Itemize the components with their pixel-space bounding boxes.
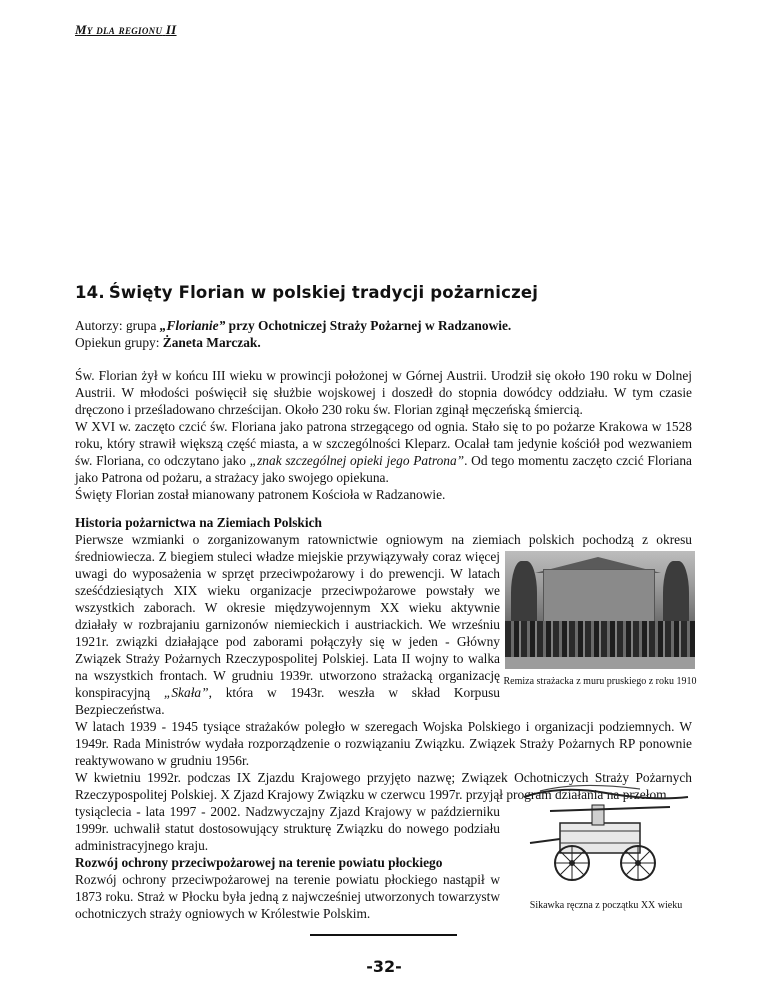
history-wide-text: W latach 1939 - 1945 tysiące strażaków poległo w szeregach Wojska Polskiego i organizacji podziemnych. W 1949r. Rada Ministrów wydała rozporządzenie o rozwiązaniu Związku. Związek Straży Pożarnych RP ponownie reaktywowano w grudniu 1956r. [75,719,692,768]
authors-prefix: Autorzy: grupa [75,318,160,333]
authors-block [75,317,692,351]
intro-paragraph-1: Św. Florian żył w końcu III wieku w prowincji położonej w Górnej Austrii. Urodził się około 190 roku w Dolnej Austrii. W młodości poświęcił się służbie wojskowej i doszedł do stopnia dowódcy oddziału. W tym czasie dręczono i prześladowano chrześcijan. Około 230 roku św. Florian zginął męczeńską śmiercią. [75,368,692,417]
intro-paragraph-2 [75,418,692,486]
history-first-line: Pierwsze wzmianki o zorganizowanym ratownictwie ogniowym na ziemiach polskich pochodzą z okresu [75,532,692,547]
history-narrow-end: , która w 1943r. weszła w skład Korpusu Bezpieczeństwa. [75,685,500,717]
chapter-number: 14. [75,283,105,302]
plock-heading: Rozwój ochrony przeciwpożarowej na terenie powiatu płockiego [75,855,443,870]
history-narrow-body: średniowiecza. Z biegiem stuleci władze miejskie przywiązywały coraz więcej uwagi do wyposażenia w sprzęt przeciwpożarowy i do prewencji. W latach sześćdziesiątych XIX wieku organizacje przeciwpożarowe powstały we wszystkich zaborach. W okresie międzywojennym XX wieku aktywnie działały w rozbrajaniu garnizonów niemieckich i austriackich. We wrześniu 1921r. związki działające pod zaborami połączyły się w jeden - Główny Związek Straży Pożarnych Rzeczypospolitej Polskiej. Lata II wojny to walka na wszystkich frontach. W grudniu 1939r. utworzono strażacką organizację konspiracyjną [75,549,500,700]
history-skala: „Skała” [163,685,209,700]
photo1-caption: Remiza strażacka z muru pruskiego z roku 1910 [503,676,697,687]
authors-suffix: przy Ochotniczej Straży Pożarnej w Radzanowie. [225,318,512,333]
chapter-title [75,283,538,302]
chapter-title-text: Święty Florian w polskiej tradycji pożarniczej [108,283,539,302]
header-rest: y dla regionu [86,22,163,37]
authors-line [75,317,692,334]
history-narrow-text [75,548,500,718]
footer-rule [310,934,457,936]
page-number: -32- [366,957,402,976]
header-initial: M [75,22,87,37]
intro-p2-text: W XVI w. zaczęto czcić św. Floriana jako patrona strzegącego od ognia. Stało się to po pożarze Krakowa w 1528 roku, który strawił większą część miasta, a w szczególności Kleparz. Ocalał tam jedynie kościół pod wezwaniem św. Floriana, co odczytano jako [75,419,692,468]
plock-text: Rozwój ochrony przeciwpożarowej na terenie powiatu płockiego nastąpił w 1873 roku. Straż w Płocku była jedną z najwcześniej utworzonych towarzystw ochotniczych straży ogniowych w Królestwie Polskim. [75,872,500,921]
history-wide-text-2: W kwietniu 1992r. podczas IX Zjazdu Krajowego przyjęto nazwę; Związek Ochotniczych Straży Pożarnych Rzeczypospolitej Polskiej. X Zjazd Krajowy Związku w czerwcu 1997r. przyjął program działania na przełom [75,770,692,802]
photo-ground [505,657,695,669]
history-heading: Historia pożarnictwa na Ziemiach Polskich [75,515,322,530]
photo2-caption: Sikawka ręczna z początku XX wieku [529,900,683,911]
caretaker-name: Żaneta Marczak. [162,335,261,350]
fire-station-photo [505,551,695,669]
authors-group: „Florianie” [159,318,226,333]
intro-p2-quote: „znak szczególnej opieki jego Patrona” [249,453,465,468]
intro-section [75,367,692,503]
running-header [75,22,177,38]
intro-paragraph-3: Święty Florian został mianowany patronem Kościoła w Radzanowie. [75,487,446,502]
header-roman: II [165,22,177,37]
caretaker-label: Opiekun grupy: [75,335,163,350]
caretaker-line [75,334,692,351]
history-narrow-text-2: tysiąclecia - lata 1997 - 2002. Nadzwyczajny Zjazd Krajowy w październiku 1999r. uchwalił statut dostosowujący strukturę Związku do nowego podziału administracyjnego kraju. [75,804,500,853]
hand-pump-illustration [520,783,692,885]
intro-p2-end: . Od tego momentu zaczęto czcić Floriana jako Patrona od pożaru, a strażacy jako swojego opiekuna. [75,453,693,485]
